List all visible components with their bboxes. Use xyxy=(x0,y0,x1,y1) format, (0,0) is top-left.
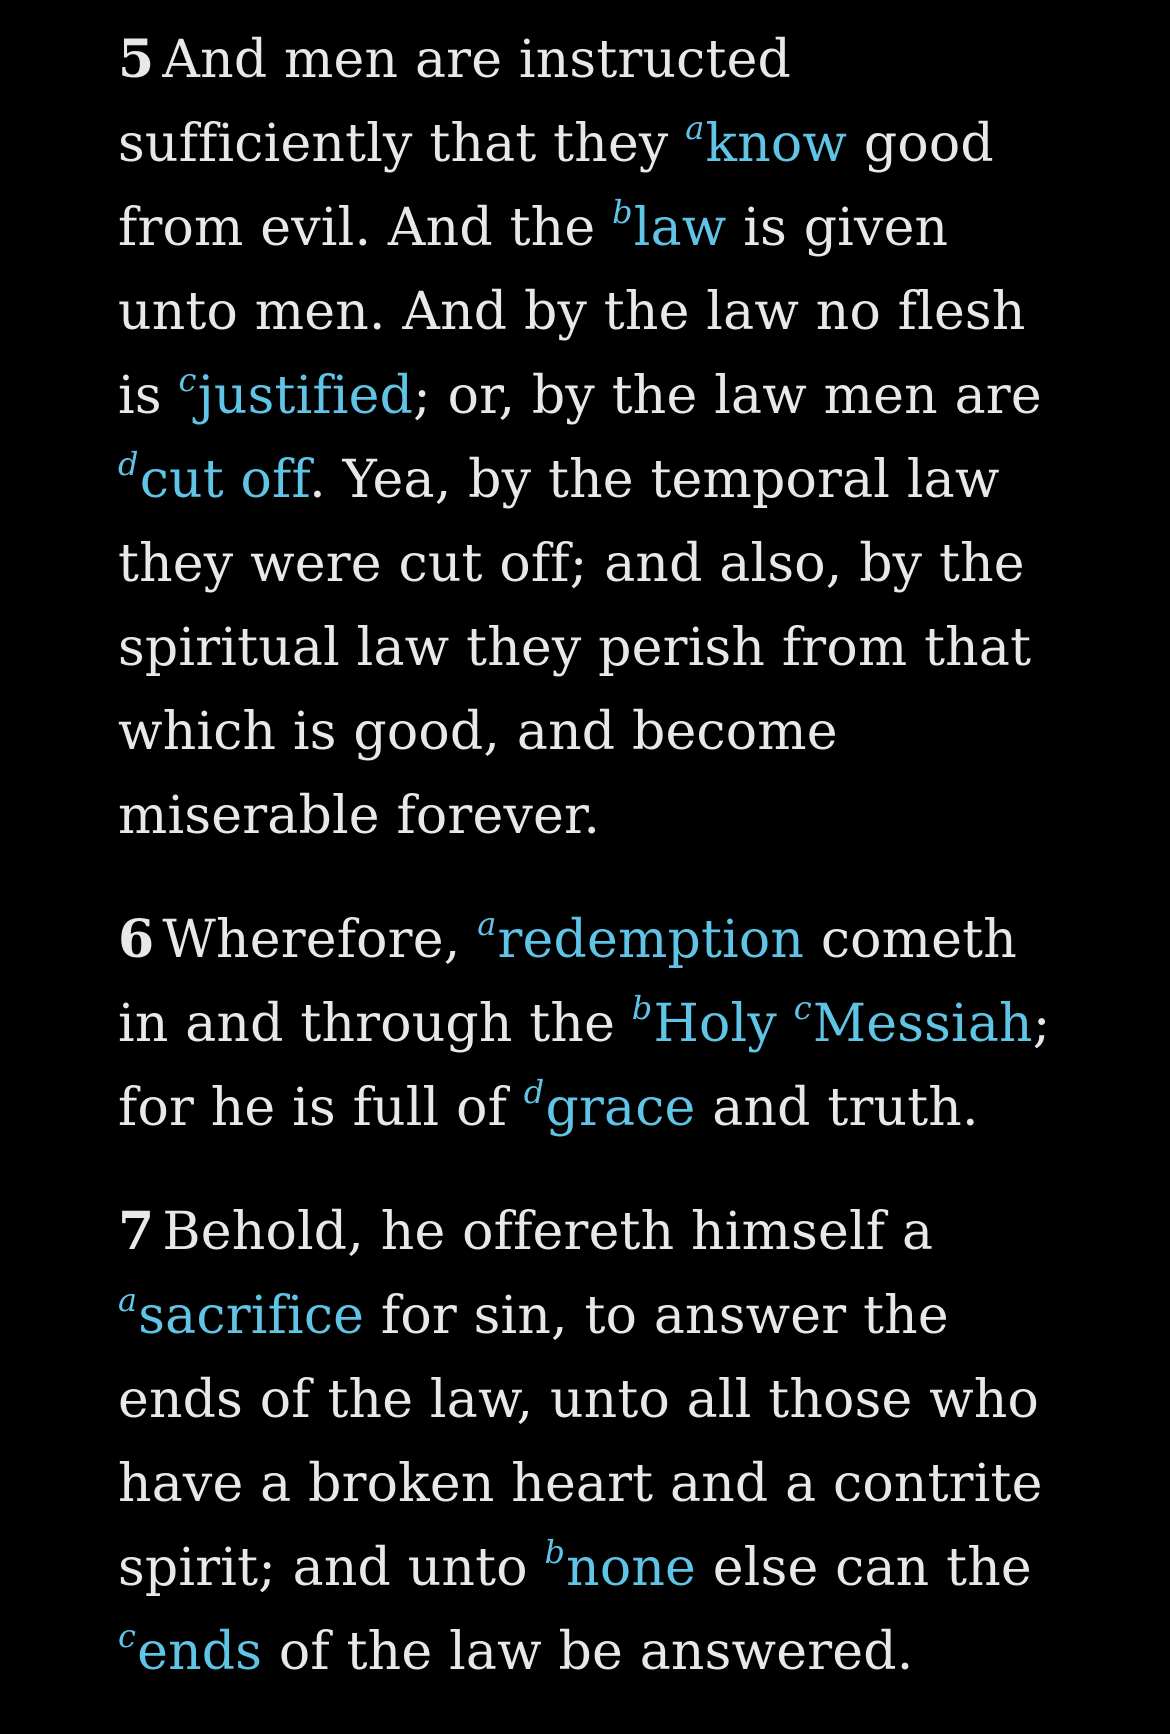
footnote-link-law[interactable] xyxy=(612,192,727,258)
verse-text: Behold, he offereth himself a xyxy=(162,1202,934,1262)
verse-text: . Yea, by the temporal law they were cut off; and also, by the spiritual law they perish from that which is good, and become miserable forever. xyxy=(118,450,1032,846)
footnote-marker: b xyxy=(544,1532,566,1571)
footnote-link-messiah[interactable] xyxy=(793,988,1033,1054)
footnote-marker: a xyxy=(477,904,497,943)
footnote-link-text: know xyxy=(705,114,848,174)
footnote-link-sacrifice[interactable] xyxy=(118,1280,365,1346)
footnote-link-text: Messiah xyxy=(812,994,1033,1054)
footnote-marker: b xyxy=(631,988,653,1027)
footnote-marker: c xyxy=(118,1616,137,1655)
footnote-link-justified[interactable] xyxy=(178,360,414,426)
footnote-link-text: ends xyxy=(137,1622,263,1682)
footnote-link-text: redemption xyxy=(497,910,805,970)
footnote-link-text: none xyxy=(566,1538,697,1598)
footnote-link-none[interactable] xyxy=(544,1532,697,1598)
footnote-link-grace[interactable] xyxy=(523,1072,696,1138)
footnote-link-ends[interactable] xyxy=(118,1616,263,1682)
footnote-marker: c xyxy=(793,988,812,1027)
footnote-marker: c xyxy=(178,360,197,399)
footnote-marker: d xyxy=(523,1072,545,1111)
verse-text: Wherefore, xyxy=(162,910,478,970)
footnote-link-text: grace xyxy=(545,1078,696,1138)
verse-text: good from evil. And the xyxy=(118,114,994,258)
footnote-link-know[interactable] xyxy=(685,108,848,174)
verse-6 xyxy=(118,898,1078,1150)
footnote-link-text: law xyxy=(633,198,727,258)
footnote-link-redemption[interactable] xyxy=(477,904,805,970)
verse-text: and truth. xyxy=(695,1078,979,1138)
footnote-marker: b xyxy=(612,192,633,231)
verse-text: of the law be answered. xyxy=(262,1622,914,1682)
verse-text: for sin, to answer the ends of the law, unto all those who have a broken heart and a contrite spirit; and unto xyxy=(118,1286,1043,1598)
footnote-link-holy[interactable] xyxy=(631,988,777,1054)
footnote-marker: a xyxy=(685,108,705,147)
footnote-marker: d xyxy=(118,444,139,483)
scripture-reader xyxy=(118,18,1078,1734)
verse-text: else can the xyxy=(696,1538,1032,1598)
verse-text: ; for he is full of xyxy=(118,994,1051,1138)
footnote-link-cut-off[interactable] xyxy=(118,444,310,510)
verse-7 xyxy=(118,1190,1078,1694)
verse-text: is given unto men. And by the law no flesh is xyxy=(118,198,1026,426)
footnote-link-text: sacrifice xyxy=(138,1286,365,1346)
verse-number: 5 xyxy=(118,29,155,90)
verse-5 xyxy=(118,18,1078,858)
verse-number: 6 xyxy=(118,909,155,970)
verse-text: ; or, by the law men are xyxy=(413,366,1042,426)
footnote-marker: a xyxy=(118,1280,138,1319)
verse-number: 7 xyxy=(118,1201,155,1262)
footnote-link-text: Holy xyxy=(653,994,777,1054)
verse-text xyxy=(777,994,794,1054)
footnote-link-text: cut off xyxy=(139,450,310,510)
footnote-link-text: justified xyxy=(197,366,414,426)
verse-text: And men are instructed sufficiently that they xyxy=(118,30,792,174)
verse-text: cometh in and through the xyxy=(118,910,1017,1054)
